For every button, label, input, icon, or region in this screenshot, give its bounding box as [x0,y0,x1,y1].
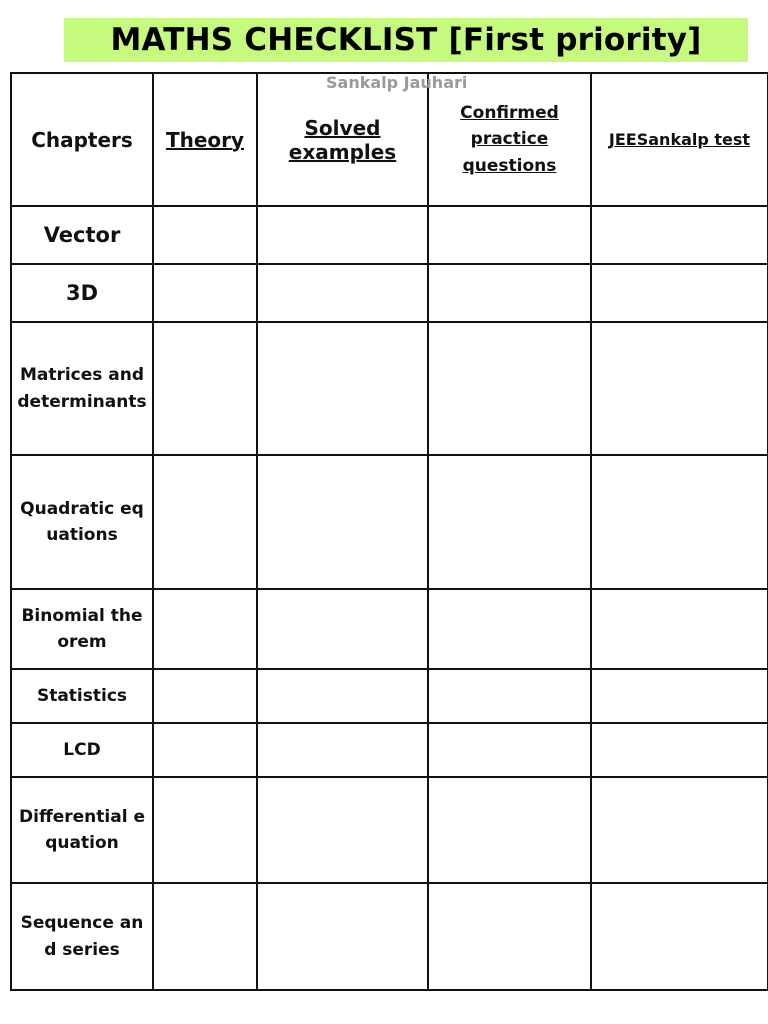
table-row [11,264,768,322]
page-title: MATHS CHECKLIST [First priority] [110,22,702,58]
checkbox-cell-theory[interactable] [153,322,257,455]
table-row [11,669,768,723]
header-solved-examples: Solved examples [257,73,428,206]
title-banner [64,18,748,62]
checkbox-cell-theory[interactable] [153,589,257,669]
checkbox-cell-test[interactable] [591,723,768,777]
table-row [11,455,768,589]
header-test: JEESankalp test [591,73,768,206]
checkbox-cell-confirmed[interactable] [428,883,591,990]
checkbox-cell-theory[interactable] [153,777,257,883]
checkbox-cell-theory[interactable] [153,206,257,264]
table-row [11,589,768,669]
checkbox-cell-solved[interactable] [257,322,428,455]
table-row [11,206,768,264]
table-row [11,322,768,455]
header-confirmed-practice: Confirmed practice questions [428,73,591,206]
checkbox-cell-test[interactable] [591,455,768,589]
checkbox-cell-confirmed[interactable] [428,669,591,723]
checkbox-cell-theory[interactable] [153,264,257,322]
checkbox-cell-test[interactable] [591,777,768,883]
checkbox-cell-confirmed[interactable] [428,589,591,669]
checkbox-cell-solved[interactable] [257,777,428,883]
checkbox-cell-theory[interactable] [153,723,257,777]
checkbox-cell-confirmed[interactable] [428,777,591,883]
checkbox-cell-confirmed[interactable] [428,322,591,455]
checkbox-cell-test[interactable] [591,669,768,723]
checkbox-cell-test[interactable] [591,322,768,455]
table-row [11,777,768,883]
checkbox-cell-solved[interactable] [257,669,428,723]
chapter-cell: Quadratic equations [11,455,153,589]
checkbox-cell-solved[interactable] [257,883,428,990]
header-row [11,73,768,206]
checkbox-cell-solved[interactable] [257,455,428,589]
checkbox-cell-confirmed[interactable] [428,455,591,589]
checkbox-cell-test[interactable] [591,264,768,322]
table-row [11,723,768,777]
checkbox-cell-confirmed[interactable] [428,264,591,322]
checkbox-cell-theory[interactable] [153,883,257,990]
checklist-table [10,72,768,991]
checkbox-cell-solved[interactable] [257,206,428,264]
checkbox-cell-solved[interactable] [257,589,428,669]
checkbox-cell-test[interactable] [591,206,768,264]
chapter-cell: Matrices and determinants [11,322,153,455]
watermark: Sankalp Jauhari [326,73,468,92]
checkbox-cell-test[interactable] [591,883,768,990]
header-theory: Theory [153,73,257,206]
chapter-cell: LCD [11,723,153,777]
checkbox-cell-test[interactable] [591,589,768,669]
checkbox-cell-solved[interactable] [257,723,428,777]
checkbox-cell-theory[interactable] [153,455,257,589]
chapter-cell: Statistics [11,669,153,723]
chapter-cell: Differential equation [11,777,153,883]
table-row [11,883,768,990]
chapter-cell: Binomial theorem [11,589,153,669]
chapter-cell: Sequence and series [11,883,153,990]
chapter-cell: 3D [11,264,153,322]
checkbox-cell-confirmed[interactable] [428,206,591,264]
chapter-cell: Vector [11,206,153,264]
header-chapters: Chapters [11,73,153,206]
checkbox-cell-confirmed[interactable] [428,723,591,777]
checkbox-cell-solved[interactable] [257,264,428,322]
checkbox-cell-theory[interactable] [153,669,257,723]
